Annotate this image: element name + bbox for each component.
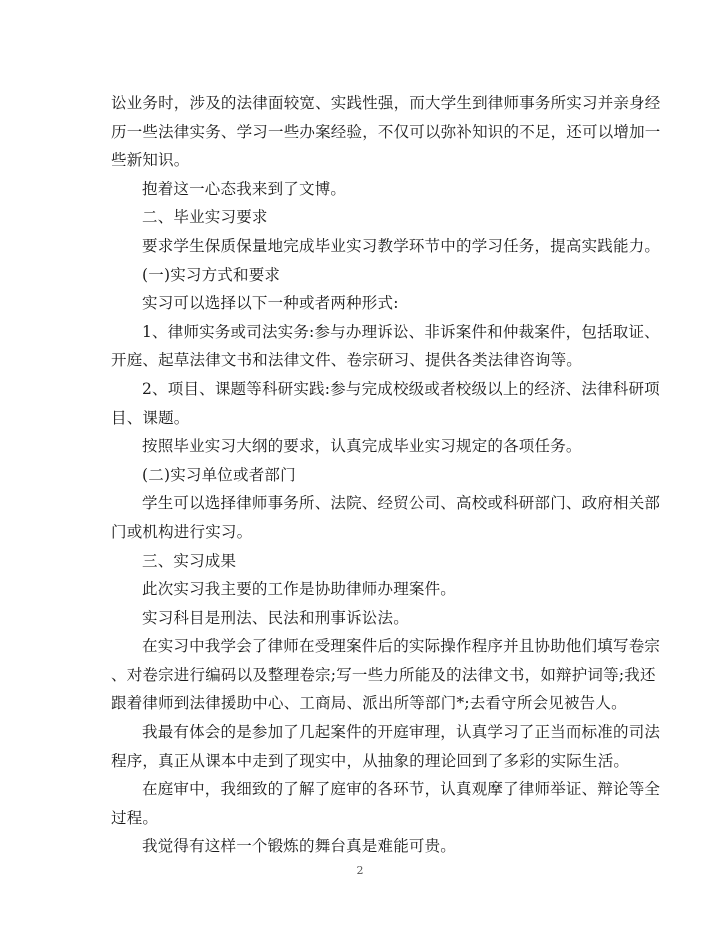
text-line: 我最有体会的是参加了几起案件的开庭审理，认真学习了正当而标准的司法 — [142, 723, 661, 742]
page-number: 2 — [356, 864, 364, 877]
text-line: 在实习中我学会了律师在受理案件后的实际操作程序并且协助他们填写卷宗 — [142, 637, 661, 656]
text-line: 门或机构进行实习。 — [111, 522, 253, 541]
text-line: 些新知识。 — [111, 151, 190, 170]
text-line: 历一些法律实务、学习一些办案经验，不仅可以弥补知识的不足，还可以增加一 — [111, 122, 661, 141]
text-line: 要求学生保质保量地完成毕业实习教学环节中的学习任务，提高实践能力。 — [142, 236, 661, 255]
text-line: 此次实习我主要的工作是协助律师办理案件。 — [142, 580, 457, 599]
list-item: 2、项目、课题等科研实践:参与完成校级或者校级以上的经济、法律科研项 — [142, 379, 660, 398]
text-line: 目、课题。 — [111, 408, 190, 427]
text-line: 实习可以选择以下一种或者两种形式: — [142, 294, 399, 313]
subsection-heading: (一)实习方式和要求 — [142, 265, 281, 284]
text-line: 过程。 — [111, 808, 159, 827]
text-line: 抱着这一心态我来到了文博。 — [142, 179, 347, 198]
text-line: 按照毕业实习大纲的要求，认真完成毕业实习规定的各项任务。 — [142, 437, 582, 456]
text-line: 我觉得有这样一个锻炼的舞台真是难能可贵。 — [142, 837, 457, 856]
text-line: 跟着律师到法律援助中心、工商局、派出所等部门*;去看守所会见被告人。 — [111, 694, 627, 713]
list-item: 1、律师实务或司法实务:参与办理诉讼、非诉案件和仲裁案件，包括取证、 — [142, 322, 660, 341]
text-line: 实习科目是刑法、民法和刑事诉讼法。 — [142, 608, 409, 627]
text-line: 程序，真正从课本中走到了现实中，从抽象的理论回到了多彩的实际生活。 — [111, 751, 630, 770]
text-line: 在庭审中，我细致的了解了庭审的各环节，认真观摩了律师举证、辩论等全 — [142, 780, 661, 799]
text-line: 讼业务时，涉及的法律面较宽、实践性强，而大学生到律师事务所实习并亲身经 — [111, 94, 661, 112]
document-body — [111, 89, 661, 861]
section-heading: 二、毕业实习要求 — [142, 208, 268, 227]
text-line: 开庭、起草法律文书和法律文件、卷宗研习、提供各类法律咨询等。 — [111, 351, 583, 370]
text-line: 、对卷宗进行编码以及整理卷宗;写一些力所能及的法律文书，如辩护词等;我还 — [111, 665, 656, 684]
section-heading: 三、实习成果 — [142, 551, 237, 570]
text-line: 学生可以选择律师事务所、法院、经贸公司、高校或科研部门、政府相关部 — [142, 494, 661, 513]
subsection-heading: (二)实习单位或者部门 — [142, 465, 296, 484]
